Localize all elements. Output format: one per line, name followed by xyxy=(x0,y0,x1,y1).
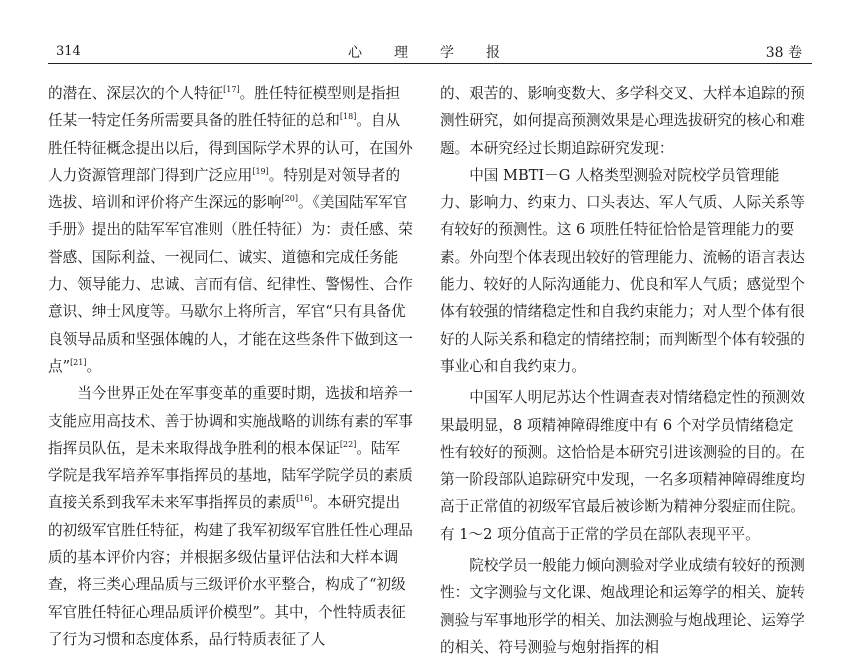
citation-ref: [20] xyxy=(281,194,298,204)
right-paragraph-3: 中国军人明尼苏达个性调查表对情绪稳定性的预测效果最明显，8 项精神障碍维度中有 6 个对学员情绪稳定性有较好的预测。这恰恰是本研究引进该测验的目的。在第一阶段部队追踪研究中发现，一名多项精神障碍维度均高于正常值的初级军官最后被诊断为精神分裂症而住院。有 1～2 项分值高于正常的学员在部队表现平平。 xyxy=(440,389,805,543)
journal-title: 心理学报 xyxy=(348,45,532,61)
left-paragraph-2: 当今世界正处在军事变革的重要时期，选拔和培养一支能应用高技术、善于协调和实施战略的训练有素的军事指挥员队伍，是未来取得战争胜利的根本保证[22]。陆军学院是我军培养军事指挥员的基地，陆军学院学员的素质直接关系到我军未来军事指挥员的素质[16]。本研究提出的初级军官胜任特征，构建了我军初级军官胜任性心理品质的基本评价内容；并根据多级估量评估法和大样本调查，将三类心理品质与三级评价水平整合，构成了“初级军官胜任特征心理品质评价模型”。其中，个性特质表征了行为习惯和态度体系，品行特质表征了人 xyxy=(48,385,413,648)
citation-ref: [17] xyxy=(223,85,240,94)
header-rule xyxy=(48,63,812,64)
citation-ref: [18] xyxy=(339,112,357,122)
right-column xyxy=(440,80,806,661)
left-column xyxy=(48,80,414,653)
citation-ref: [22] xyxy=(339,439,357,449)
left-paragraph-1: 的潜在、深层次的个人特征[17]。胜任特征模型则是指担任某一特定任务所需要具备的胜任特征的总和[18]。自从胜任特征概念提出以后，得到国际学术界的认可，在国外人力资源管理部门得到广泛应用[19]。特别是对领导者的选拔、培训和评价将产生深远的影响[20]。《美国陆军军官手册》提出的陆军军官准则（胜任特征）为：责任感、荣誉感、国际利益、一视同仁、诚实、道德和完成任务能力、领导能力、忠诚、言而有信、纪律性、警惕性、合作意识、绅士风度等。马歇尔上将所言，军官“只有具备优良领导品质和坚强体魄的人，才能在这些条件下做到这一点”[21]。 xyxy=(48,85,413,375)
citation-ref: [16] xyxy=(296,494,313,504)
volume-label: 38 卷 xyxy=(765,45,802,61)
right-paragraph-2: 中国 MBTI－G 人格类型测验对院校学员管理能力、影响力、约束力、口头表达、军人气质、人际关系等有较好的预测性。这 6 项胜任特征恰恰是管理能力的要素。外向型个体表现出较好的管理能力、流畅的语言表达能力、较好的人际沟通能力、优良和军人气质；感觉型个体有较强的情绪稳定性和自我约束能力；对人型个体有很好的人际关系和稳定的情绪控制；而判断型个体有较强的事业心和自我约束力。 xyxy=(440,166,805,375)
right-paragraph-1: 的、艰苦的、影响变数大、多学科交叉、大样本追踪的预测性研究，如何提高预测效果是心理选拔研究的核心和难题。本研究经过长期追踪研究发现： xyxy=(440,85,805,157)
page-number: 314 xyxy=(56,44,81,59)
right-paragraph-4: 院校学员一般能力倾向测验对学业成绩有较好的预测性：文字测验与文化课、炮战理论和运筹学的相关、旋转测验与军事地形学的相关、加法测验与炮战理论、运筹学的相关、符号测验与炮射指挥的相 xyxy=(440,557,805,656)
citation-ref: [21] xyxy=(70,357,87,367)
citation-ref: [19] xyxy=(252,166,269,176)
running-header xyxy=(48,36,812,62)
